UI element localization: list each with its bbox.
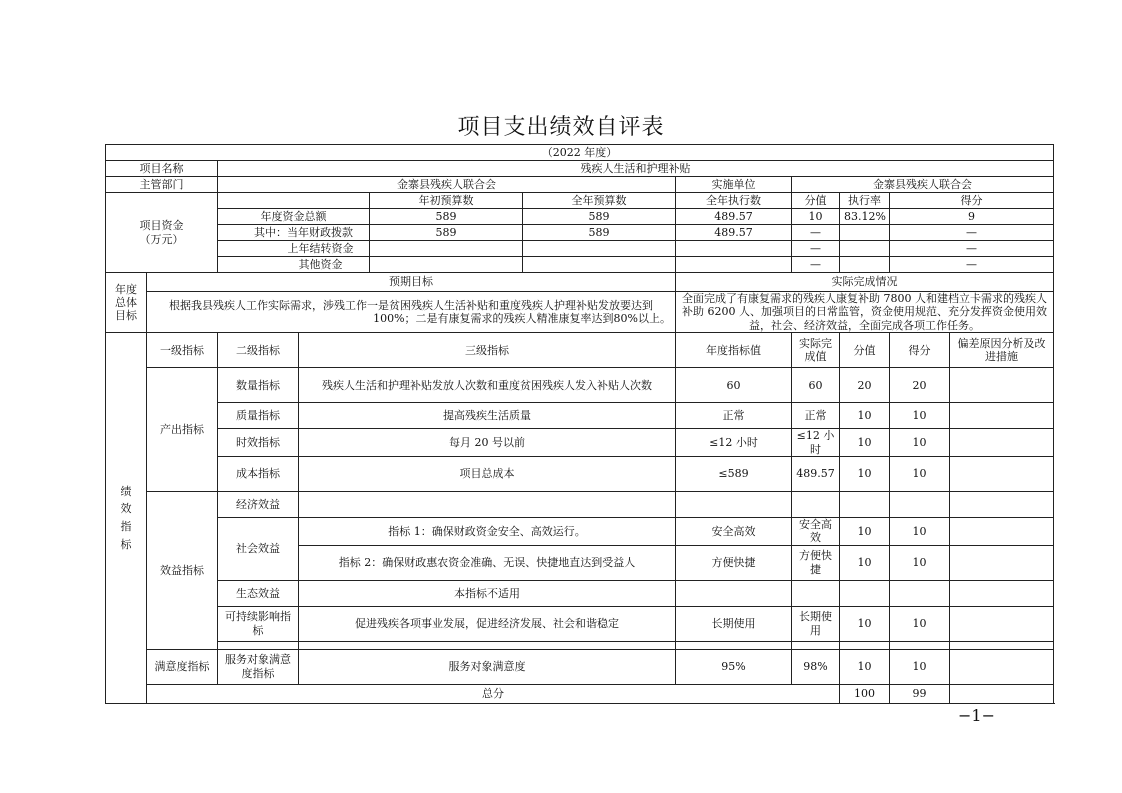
perf-note bbox=[950, 368, 1054, 403]
perf-level2: 服务对象满意度指标 bbox=[218, 649, 299, 684]
total-value: 100 bbox=[840, 684, 890, 703]
funds-header: 执行率 bbox=[840, 193, 890, 209]
perf-level3: 服务对象满意度 bbox=[299, 649, 676, 684]
perf-level3: 每月 20 号以前 bbox=[299, 429, 676, 457]
goals-actual: 全面完成了有康复需求的残疾人康复补助 7800 人和建档立卡需求的残疾人补助 6200 人、加强项目的日常监管，资金使用规范、充分发挥资金使用效益，社会、经济效益，全面完成各项工作任务。 bbox=[676, 292, 1054, 333]
perf-target: 长期使用 bbox=[676, 606, 792, 641]
perf-level3: 残疾人生活和护理补贴发放人次数和重度贫困残疾人发入补贴人次数 bbox=[299, 368, 676, 403]
perf-header: 三级指标 bbox=[299, 333, 676, 368]
perf-header: 年度指标值 bbox=[676, 333, 792, 368]
funds-cell bbox=[676, 257, 792, 273]
perf-label: 绩 效 指 标 bbox=[106, 333, 147, 704]
funds-cell bbox=[840, 257, 890, 273]
perf-level3: 项目总成本 bbox=[299, 457, 676, 492]
perf-note bbox=[950, 429, 1054, 457]
funds-cell: — bbox=[890, 241, 1054, 257]
perf-header: 实际完成值 bbox=[792, 333, 840, 368]
perf-level3: 本指标不适用 bbox=[299, 580, 676, 606]
perf-actual: 安全高效 bbox=[792, 518, 840, 546]
perf-value bbox=[840, 580, 890, 606]
perf-value bbox=[840, 492, 890, 518]
goals-expected-header: 预期目标 bbox=[147, 273, 676, 292]
perf-target bbox=[676, 492, 792, 518]
perf-target: 95% bbox=[676, 649, 792, 684]
perf-header: 偏差原因分析及改进措施 bbox=[950, 333, 1054, 368]
perf-value: 10 bbox=[840, 606, 890, 641]
perf-target: 安全高效 bbox=[676, 518, 792, 546]
perf-level2: 社会效益 bbox=[218, 518, 299, 581]
perf-score: 10 bbox=[890, 403, 950, 429]
perf-actual: 489.57 bbox=[792, 457, 840, 492]
funds-cell: 9 bbox=[890, 209, 1054, 225]
perf-actual: 方便快捷 bbox=[792, 545, 840, 580]
perf-value: 20 bbox=[840, 368, 890, 403]
perf-score: 10 bbox=[890, 606, 950, 641]
perf-level2: 经济效益 bbox=[218, 492, 299, 518]
impl-label: 实施单位 bbox=[676, 177, 792, 193]
funds-cell bbox=[523, 257, 676, 273]
perf-target: ≤589 bbox=[676, 457, 792, 492]
funds-cell: — bbox=[792, 241, 840, 257]
project-name-label: 项目名称 bbox=[106, 161, 218, 177]
total-note bbox=[950, 684, 1054, 703]
funds-cell: — bbox=[792, 257, 840, 273]
page-title: 项目支出绩效自评表 bbox=[457, 115, 665, 140]
funds-cell bbox=[370, 241, 523, 257]
total-label: 总分 bbox=[147, 684, 840, 703]
perf-actual: 60 bbox=[792, 368, 840, 403]
funds-cell bbox=[523, 241, 676, 257]
perf-level2: 质量指标 bbox=[218, 403, 299, 429]
perf-score: 10 bbox=[890, 649, 950, 684]
perf-note bbox=[950, 580, 1054, 606]
perf-note bbox=[950, 492, 1054, 518]
perf-level1: 满意度指标 bbox=[147, 649, 218, 684]
goals-actual-header: 实际完成情况 bbox=[676, 273, 1054, 292]
perf-header: 得分 bbox=[890, 333, 950, 368]
perf-header: 一级指标 bbox=[147, 333, 218, 368]
perf-target bbox=[676, 580, 792, 606]
perf-value: 10 bbox=[840, 457, 890, 492]
perf-value: 10 bbox=[840, 429, 890, 457]
funds-cell bbox=[370, 257, 523, 273]
funds-row-name: 年度资金总额 bbox=[218, 209, 370, 225]
funds-cell bbox=[840, 225, 890, 241]
funds-row-name: 其中：当年财政拨款 bbox=[218, 225, 370, 241]
perf-level3: 促进残疾各项事业发展，促进经济发展、社会和谐稳定 bbox=[299, 606, 676, 641]
perf-actual: 正常 bbox=[792, 403, 840, 429]
perf-score: 10 bbox=[890, 429, 950, 457]
funds-cell: 589 bbox=[370, 209, 523, 225]
funds-cell bbox=[676, 241, 792, 257]
perf-target: 正常 bbox=[676, 403, 792, 429]
perf-score bbox=[890, 580, 950, 606]
goals-label: 年度 总体 目标 bbox=[106, 273, 147, 333]
perf-level3 bbox=[299, 492, 676, 518]
perf-score bbox=[890, 492, 950, 518]
funds-row-name: 其他资金 bbox=[218, 257, 370, 273]
funds-header: 得分 bbox=[890, 193, 1054, 209]
perf-level1: 效益指标 bbox=[147, 492, 218, 650]
perf-level2: 成本指标 bbox=[218, 457, 299, 492]
perf-header: 二级指标 bbox=[218, 333, 299, 368]
perf-level2: 可持续影响指标 bbox=[218, 606, 299, 641]
funds-cell: 489.57 bbox=[676, 209, 792, 225]
funds-header: 全年预算数 bbox=[523, 193, 676, 209]
perf-value: 10 bbox=[840, 545, 890, 580]
perf-note bbox=[950, 545, 1054, 580]
perf-level3: 指标 1：确保财政资金安全、高效运行。 bbox=[299, 518, 676, 546]
dept: 金寨县残疾人联合会 bbox=[218, 177, 676, 193]
funds-cell: 10 bbox=[792, 209, 840, 225]
funds-cell bbox=[840, 241, 890, 257]
funds-cell: 83.12% bbox=[840, 209, 890, 225]
perf-level1: 产出指标 bbox=[147, 368, 218, 492]
perf-target: 60 bbox=[676, 368, 792, 403]
total-score: 99 bbox=[890, 684, 950, 703]
perf-score: 10 bbox=[890, 518, 950, 546]
perf-actual: 98% bbox=[792, 649, 840, 684]
funds-cell: 589 bbox=[523, 225, 676, 241]
funds-cell: — bbox=[890, 225, 1054, 241]
dept-label: 主管部门 bbox=[106, 177, 218, 193]
perf-header: 分值 bbox=[840, 333, 890, 368]
perf-note bbox=[950, 606, 1054, 641]
funds-header: 年初预算数 bbox=[370, 193, 523, 209]
perf-score: 10 bbox=[890, 457, 950, 492]
perf-value: 10 bbox=[840, 518, 890, 546]
perf-note bbox=[950, 457, 1054, 492]
funds-cell: 489.57 bbox=[676, 225, 792, 241]
perf-note bbox=[950, 518, 1054, 546]
perf-score: 10 bbox=[890, 545, 950, 580]
self-evaluation-table bbox=[105, 144, 1054, 704]
perf-target: ≤12 小时 bbox=[676, 429, 792, 457]
funds-cell: 589 bbox=[523, 209, 676, 225]
funds-cell: — bbox=[890, 257, 1054, 273]
page-number: −1− bbox=[958, 706, 995, 725]
funds-cell: 589 bbox=[370, 225, 523, 241]
perf-actual bbox=[792, 580, 840, 606]
perf-actual: 长期使用 bbox=[792, 606, 840, 641]
perf-level2: 生态效益 bbox=[218, 580, 299, 606]
funds-cell: — bbox=[792, 225, 840, 241]
perf-target: 方便快捷 bbox=[676, 545, 792, 580]
perf-actual: ≤12 小时 bbox=[792, 429, 840, 457]
funds-row-name: 上年结转资金 bbox=[218, 241, 370, 257]
perf-value: 10 bbox=[840, 403, 890, 429]
perf-level2: 数量指标 bbox=[218, 368, 299, 403]
perf-level3: 提高残疾生活质量 bbox=[299, 403, 676, 429]
funds-header: 全年执行数 bbox=[676, 193, 792, 209]
perf-value: 10 bbox=[840, 649, 890, 684]
funds-header: 分值 bbox=[792, 193, 840, 209]
perf-level2: 时效指标 bbox=[218, 429, 299, 457]
perf-score: 20 bbox=[890, 368, 950, 403]
perf-level3: 指标 2：确保财政惠农资金准确、无误、快捷地直达到受益人 bbox=[299, 545, 676, 580]
perf-note bbox=[950, 649, 1054, 684]
perf-actual bbox=[792, 492, 840, 518]
goals-expected: 根据我县残疾人工作实际需求，涉残工作一是贫困残疾人生活补贴和重度残疾人护理补贴发放要达到100%；二是有康复需求的残疾人精准康复率达到80%以上。 bbox=[147, 292, 676, 333]
project-name: 残疾人生活和护理补贴 bbox=[218, 161, 1054, 177]
funds-label: 项目资金 （万元） bbox=[106, 193, 218, 273]
perf-note bbox=[950, 403, 1054, 429]
impl-unit: 金寨县残疾人联合会 bbox=[792, 177, 1054, 193]
year-label: （2022 年度） bbox=[106, 145, 1054, 161]
